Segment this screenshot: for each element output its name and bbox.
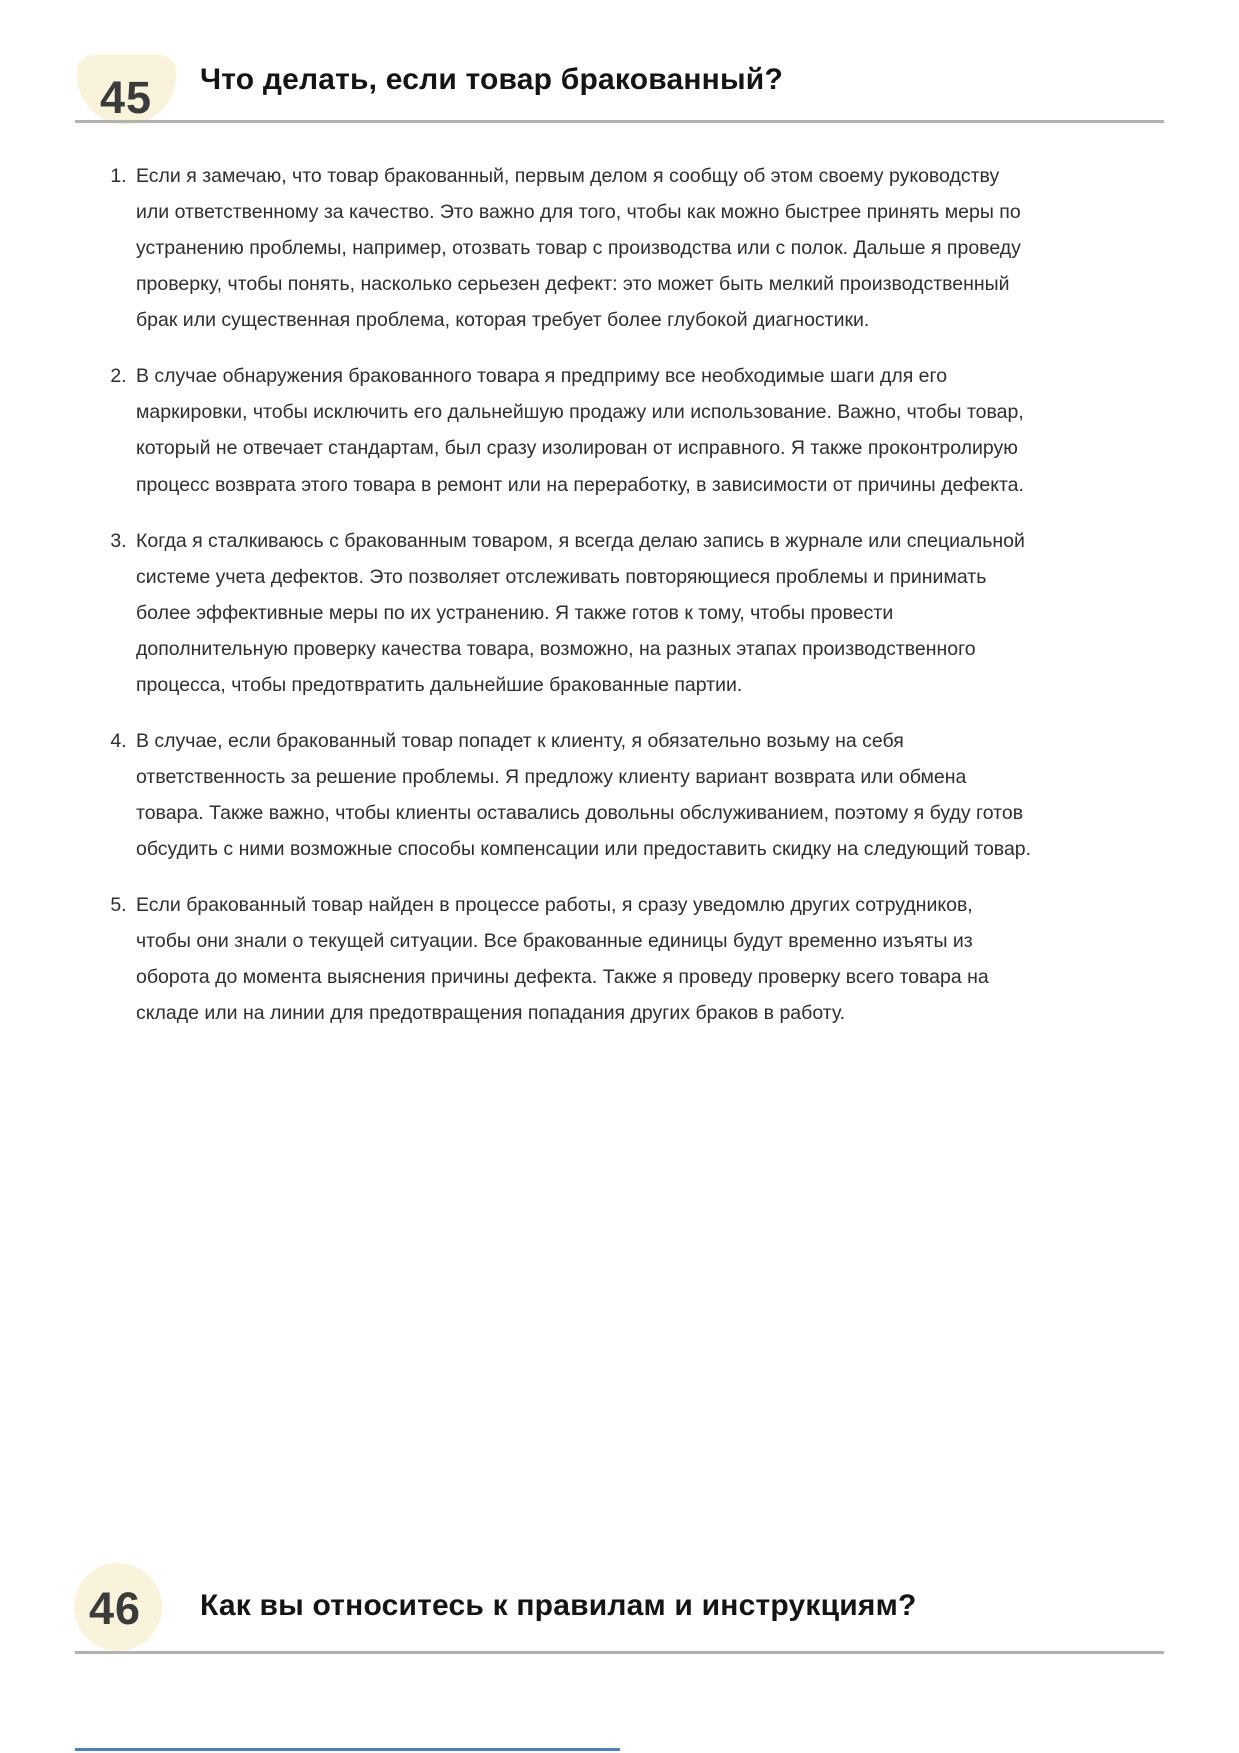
question-45-divider (75, 120, 1164, 123)
bottom-accent-line (75, 1748, 620, 1751)
question-46-divider (75, 1651, 1164, 1654)
question-46-title: Как вы относитесь к правилам и инструкциям? (200, 1589, 917, 1622)
answer-item-3: 3. Когда я сталкиваюсь с бракованным товаром, я всегда делаю запись в журнале или специальной системе учета дефектов. Это позволяет отслеживать повторяющиеся проблемы и принимать более эффективные меры по их устранению. Я также готов к тому, чтобы провести дополнительную проверку качества товара, возможно, на разных этапах производственного процесса, чтобы предотвратить дальнейшие бракованные партии. (132, 523, 1032, 703)
question-45-answers-list (132, 158, 1032, 1051)
answer-item-2: 2. В случае обнаружения бракованного товара я предприму все необходимые шаги для его маркировки, чтобы исключить его дальнейшую продажу или использование. Важно, чтобы товар, который не отвечает стандартам, был сразу изолирован от исправного. Я также проконтролирую процесс возврата этого товара в ремонт или на переработку, в зависимости от причины дефекта. (132, 358, 1032, 502)
answer-item-5: 5. Если бракованный товар найден в процессе работы, я сразу уведомлю других сотрудников, чтобы они знали о текущей ситуации. Все бракованные единицы будут временно изъяты из оборота до момента выяснения причины дефекта. Также я проведу проверку всего товара на складе или на линии для предотвращения попадания других браков в работу. (132, 887, 1032, 1031)
question-45-number: 45 (100, 72, 153, 123)
answer-item-1: 1. Если я замечаю, что товар бракованный, первым делом я сообщу об этом своему руководству или ответственному за качество. Это важно для того, чтобы как можно быстрее принять меры по устранению проблемы, например, отозвать товар с производства или с полок. Дальше я проведу проверку, чтобы понять, насколько серьезен дефект: это может быть мелкий производственный брак или существенная проблема, которая требует более глубокой диагностики. (132, 158, 1032, 338)
question-45-title: Что делать, если товар бракованный? (200, 63, 783, 96)
answer-item-4: 4. В случае, если бракованный товар попадет к клиенту, я обязательно возьму на себя ответственность за решение проблемы. Я предложу клиенту вариант возврата или обмена товара. Также важно, чтобы клиенты оставались довольны обслуживанием, поэтому я буду готов обсудить с ними возможные способы компенсации или предоставить скидку на следующий товар. (132, 723, 1032, 867)
question-46-number: 46 (89, 1583, 142, 1634)
